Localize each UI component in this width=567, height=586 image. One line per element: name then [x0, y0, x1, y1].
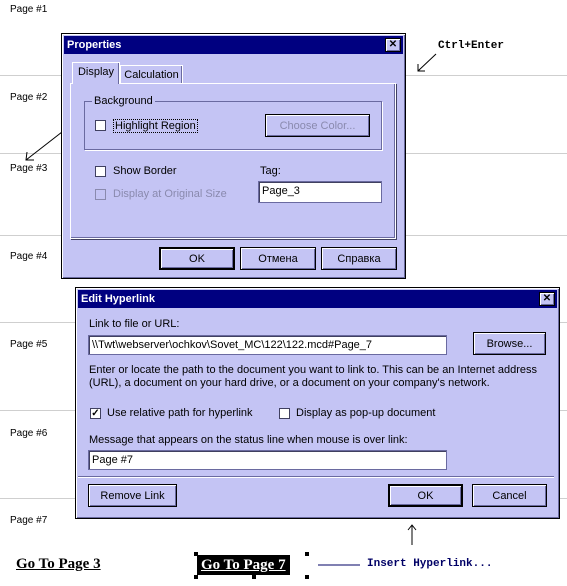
properties-title: Properties [67, 39, 122, 51]
close-icon[interactable]: ✕ [539, 292, 555, 306]
relative-path-label[interactable]: Use relative path for hyperlink [107, 407, 253, 419]
status-message-input[interactable]: Page #7 [88, 450, 447, 470]
selection-handle[interactable] [305, 575, 309, 579]
display-original-size-checkbox[interactable] [95, 189, 106, 200]
properties-dialog [61, 33, 406, 279]
show-border-label[interactable]: Show Border [113, 165, 177, 177]
ok-button[interactable]: OK [388, 484, 463, 507]
edit-hyperlink-dialog [75, 287, 560, 519]
dialog-divider [78, 476, 554, 477]
tag-input[interactable]: Page_3 [258, 181, 382, 203]
page-label-2: Page #2 [10, 92, 48, 103]
insert-hyperlink-annotation: Insert Hyperlink... [367, 558, 493, 570]
tag-label: Tag: [260, 165, 281, 177]
edit-hyperlink-titlebar[interactable] [78, 290, 557, 308]
display-original-size-label[interactable]: Display at Original Size [113, 188, 227, 200]
choose-color-button[interactable]: Choose Color... [265, 114, 370, 137]
cancel-button[interactable]: Отмена [240, 247, 316, 270]
page-label-3: Page #3 [10, 163, 48, 174]
properties-titlebar[interactable] [64, 36, 403, 54]
popup-document-checkbox[interactable] [279, 408, 290, 419]
close-icon[interactable]: ✕ [385, 38, 401, 52]
page-label-6: Page #6 [10, 428, 48, 439]
show-border-checkbox[interactable] [95, 166, 106, 177]
shortcut-annotation: Ctrl+Enter [438, 40, 505, 52]
browse-button[interactable]: Browse... [473, 332, 546, 355]
link-label: Link to file or URL: [89, 318, 180, 330]
goto-page-3-link[interactable]: Go To Page 3 [16, 556, 101, 572]
relative-path-checkbox[interactable]: ✓ [91, 408, 100, 419]
status-message-label: Message that appears on the status line when mouse is over link: [89, 434, 408, 446]
page-label-1: Page #1 [10, 4, 48, 15]
popup-document-label[interactable]: Display as pop-up document [296, 407, 436, 419]
goto-page-7-link[interactable]: Go To Page 7 [197, 555, 290, 575]
highlight-region-checkbox[interactable] [95, 120, 106, 131]
page-label-7: Page #7 [10, 515, 48, 526]
selection-handle[interactable] [252, 575, 256, 579]
selection-handle[interactable] [194, 575, 198, 579]
cancel-button[interactable]: Cancel [472, 484, 547, 507]
link-url-input[interactable]: \\Twt\webserver\ochkov\Sovet_MC\122\122.mcd#Page_7 [88, 335, 447, 355]
page-label-5: Page #5 [10, 339, 48, 350]
tab-display[interactable]: Display [72, 62, 120, 84]
remove-link-button[interactable]: Remove Link [88, 484, 177, 507]
page-label-4: Page #4 [10, 251, 48, 262]
selection-handle[interactable] [194, 552, 198, 556]
tab-calculation[interactable]: Calculation [120, 65, 183, 84]
background-group-title: Background [94, 95, 153, 107]
description-text-line2: (URL), a document on your hard drive, or a document on your company's network. [89, 377, 490, 389]
description-text-line1: Enter or locate the path to the document you want to link to. This can be an Internet address [89, 364, 538, 376]
highlight-region-label[interactable]: Highlight Region [115, 120, 196, 132]
selection-handle[interactable] [305, 552, 309, 556]
help-button[interactable]: Справка [321, 247, 397, 270]
edit-hyperlink-title: Edit Hyperlink [81, 293, 155, 305]
ok-button[interactable]: OK [159, 247, 235, 270]
